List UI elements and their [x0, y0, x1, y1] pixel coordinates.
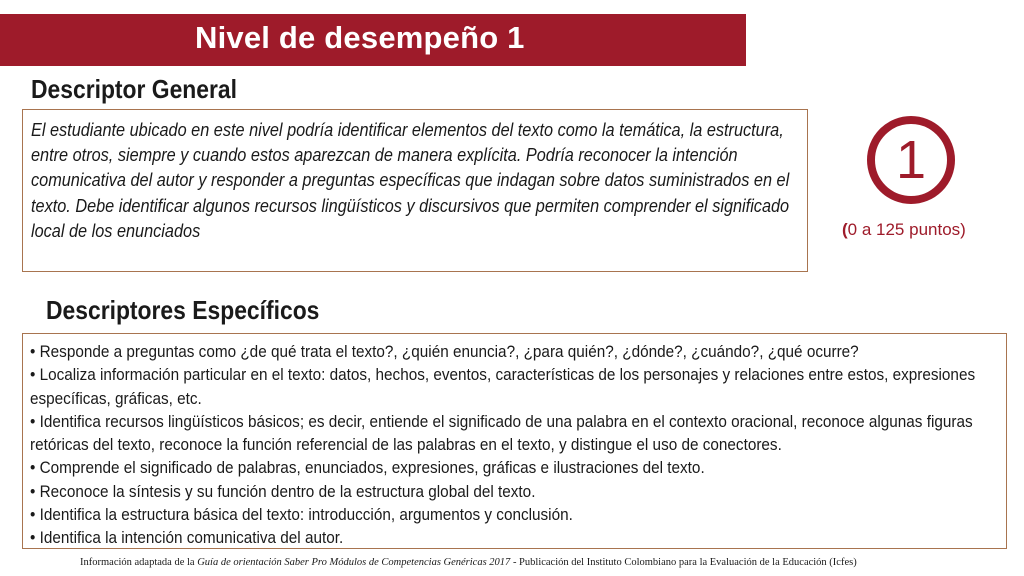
points-range: [842, 220, 966, 240]
list-item: • Identifica la intención comunicativa del autor.: [30, 528, 344, 548]
general-descriptor-text: El estudiante ubicado en este nivel podría identificar elementos del texto como la temática, la estructura, entre otros, siempre y cuando estos aparezcan de manera explícita. Podría reconocer la intención comunicativa del autor y responder a preguntas específicas que indagan sobre datos suministrados en el texto. Debe identificar algunos recursos lingüísticos y discursivos que permiten comprender el significado local de los enunciados: [31, 119, 790, 241]
specific-descriptors-heading: Descriptores Específicos: [46, 295, 320, 325]
list-item: • Reconoce la síntesis y su función dentro de la estructura global del texto.: [30, 481, 536, 501]
specific-descriptors-list: [30, 340, 1002, 550]
circled-number-icon: [865, 114, 957, 206]
list-item: • Identifica la estructura básica del texto: introducción, argumentos y conclusión.: [30, 505, 573, 525]
footer-source: [80, 557, 857, 568]
specific-descriptors-box: [22, 333, 1007, 549]
general-descriptor-box: [22, 109, 808, 272]
list-item: • Responde a preguntas como ¿de qué trata el texto?, ¿quién enuncia?, ¿para quién?, ¿dónde?, ¿cuándo?, ¿qué ocurre?: [30, 342, 859, 361]
level-numeral: 1: [895, 130, 927, 190]
list-item: • Identifica recursos lingüísticos básicos; es decir, entiende el significado de una palabra en el contexto oracional, reconoce algunas figuras retóricas del texto, reconoce la función referencial de las palabras en el texto, y distingue el uso de conectores.: [30, 411, 973, 455]
footer-suffix: - Publicación del Instituto Colombiano para la Evaluación de la Educación (Icfes): [510, 557, 857, 568]
points-range-text: 0 a 125 puntos): [847, 220, 966, 239]
list-item: • Localiza información particular en el texto: datos, hechos, eventos, características de los personajes y relaciones entre estos, expresiones específicas, gráficas, etc.: [30, 365, 976, 408]
footer-italic: Guía de orientación Saber Pro Módulos de Competencias Genéricas 2017: [197, 557, 511, 568]
general-descriptor-heading: Descriptor General: [31, 74, 238, 104]
footer-prefix: Información adaptada de la: [80, 557, 198, 568]
list-item: • Comprende el significado de palabras, enunciados, expresiones, gráficas e ilustraciones del texto.: [30, 458, 705, 478]
points-open-paren: (: [842, 220, 848, 239]
page-title: Nivel de desempeño 1: [195, 20, 525, 55]
